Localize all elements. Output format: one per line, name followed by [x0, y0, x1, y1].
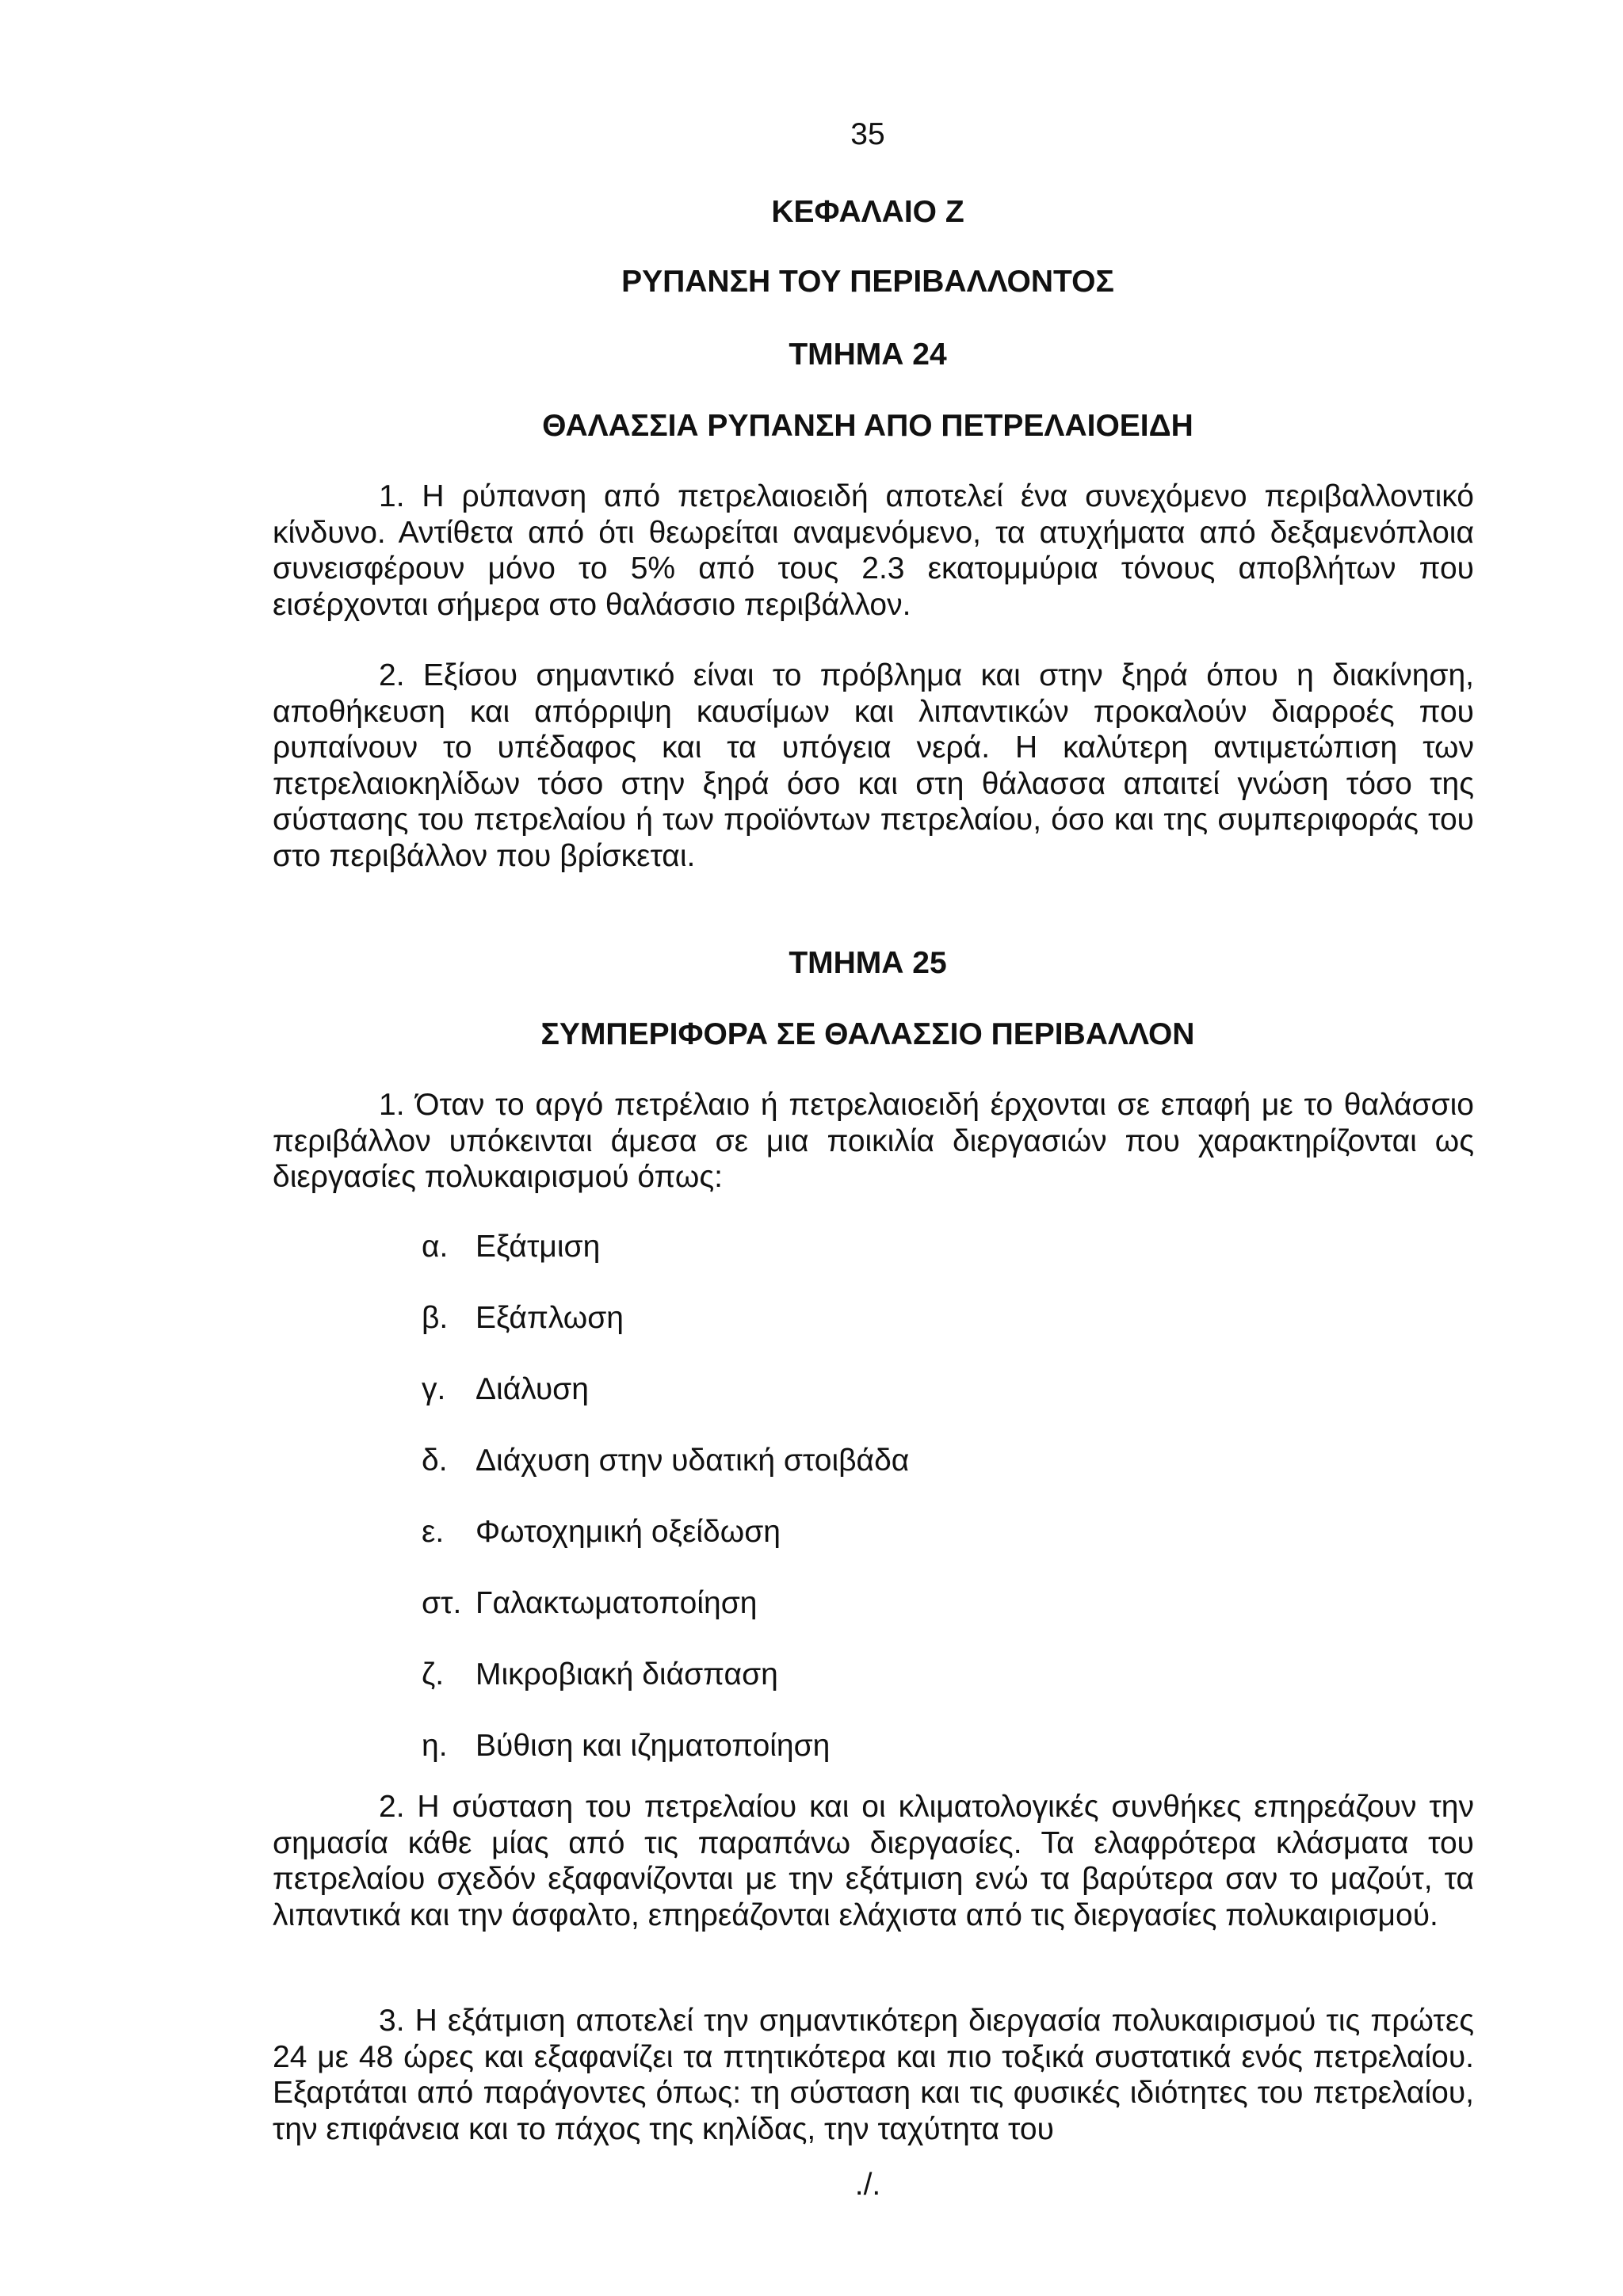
section-25-intro: 1. Όταν το αργό πετρέλαιο ή πετρελαιοειδή έρχονται σε επαφή με το θαλάσσιο περιβάλλον υπόκεινται άμεσα σε μια ποικιλία διεργασιών που χαρακτηρίζονται ως διεργασίες πολυκαιρισμού όπως:: [273, 1088, 1474, 1195]
list-item-text: Μικροβιακή διάσπαση: [475, 1657, 778, 1691]
list-item-letter: β.: [422, 1301, 449, 1335]
list-item: [422, 1299, 624, 1337]
list-item-letter: α.: [422, 1230, 449, 1264]
list-item-text: Διάλυση: [475, 1372, 589, 1406]
list-item: [422, 1513, 781, 1551]
list-item: [422, 1442, 909, 1480]
section-25-paragraph-2: 2. Η σύσταση του πετρελαίου και οι κλιματολογικές συνθήκες επηρεάζουν την σημασία κάθε μίας από τις παραπάνω διεργασίες. Τα ελαφρότερα κλάσματα του πετρελαίου σχεδόν εξαφανίζονται με την εξάτμιση ενώ τα βαρύτερα σαν το μαζούτ, τα λιπαντικά και την άσφαλτο, επηρεάζονται ελάχιστα από τις διεργασίες πολυκαιρισμού.: [273, 1790, 1474, 1932]
list-item-text: Εξάτμιση: [475, 1230, 601, 1264]
list-item: [422, 1371, 589, 1409]
page-number: 35: [850, 117, 885, 151]
list-item-letter: ε.: [422, 1515, 445, 1549]
section-24-paragraph-1: 1. Η ρύπανση από πετρελαιοειδή αποτελεί ένα συνεχόμενο περιβαλλοντικό κίνδυνο. Αντίθετα από ότι θεωρείται αναμενόμενο, τα ατυχήματα από δεξαμενόπλοια συνεισφέρουν μόνο το 5% από τους 2.3 εκατομμύρια τόνους αποβλήτων που εισέρχονται σήμερα στο θαλάσσιο περιβάλλον.: [273, 479, 1474, 622]
chapter-title: ΚΕΦΑΛΑΙΟ Ζ: [771, 195, 964, 229]
list-item-letter: στ.: [422, 1586, 462, 1620]
section-25-subtitle: ΣΥΜΠΕΡΙΦΟΡΑ ΣΕ ΘΑΛΑΣΣΙΟ ΠΕΡΙΒΑΛΛΟΝ: [540, 1017, 1195, 1051]
list-item-letter: ζ.: [422, 1657, 445, 1691]
section-24-subtitle: ΘΑΛΑΣΣΙΑ ΡΥΠΑΝΣΗ ΑΠΟ ΠΕΤΡΕΛΑΙΟΕΙΔΗ: [542, 409, 1193, 443]
section-25-title: ΤΜΗΜΑ 25: [789, 946, 947, 980]
continuation-mark: ./.: [854, 2168, 881, 2202]
list-item: [422, 1727, 830, 1765]
list-item-letter: η.: [422, 1729, 448, 1763]
list-item-text: Διάχυση στην υδατική στοιβάδα: [475, 1444, 910, 1478]
list-item-text: Εξάπλωση: [475, 1301, 624, 1335]
list-item: [422, 1656, 778, 1694]
list-item-letter: δ.: [422, 1444, 448, 1478]
section-24-title: ΤΜΗΜΑ 24: [789, 338, 947, 372]
section-24-paragraph-2: 2. Εξίσου σημαντικό είναι το πρόβλημα και στην ξηρά όπου η διακίνηση, αποθήκευση και απόρριψη καυσίμων και λιπαντικών προκαλούν διαρροές που ρυπαίνουν το υπέδαφος και τα υπόγεια νερά. Η καλύτερη αντιμετώπιση των πετρελαιοκηλίδων τόσο στην ξηρά όσο και στη θάλασσα απαιτεί γνώση τόσο της σύστασης του πετρελαίου ή των προϊόντων πετρελαίου, όσο και της συμπεριφοράς του στο περιβάλλον που βρίσκεται.: [273, 658, 1474, 873]
list-item: [422, 1228, 600, 1266]
list-item-letter: γ.: [422, 1372, 446, 1406]
list-item: [422, 1585, 757, 1623]
list-item-text: Φωτοχημική οξείδωση: [475, 1515, 781, 1549]
list-item-text: Γαλακτωματοποίηση: [475, 1586, 758, 1620]
list-item-text: Βύθιση και ιζηματοποίηση: [475, 1729, 831, 1763]
chapter-subtitle: ΡΥΠΑΝΣΗ ΤΟΥ ΠΕΡΙΒΑΛΛΟΝΤΟΣ: [621, 265, 1114, 299]
section-25-paragraph-3: 3. Η εξάτμιση αποτελεί την σημαντικότερη διεργασία πολυκαιρισμού τις πρώτες 24 με 48 ώρες και εξαφανίζει τα πτητικότερα και πιο τοξικά συστατικά ενός πετρελαίου. Εξαρτάται από παράγοντες όπως: τη σύσταση και τις φυσικές ιδιότητες του πετρελαίου, την επιφάνεια και το πάχος της κηλίδας, την ταχύτητα του: [273, 2004, 1474, 2146]
